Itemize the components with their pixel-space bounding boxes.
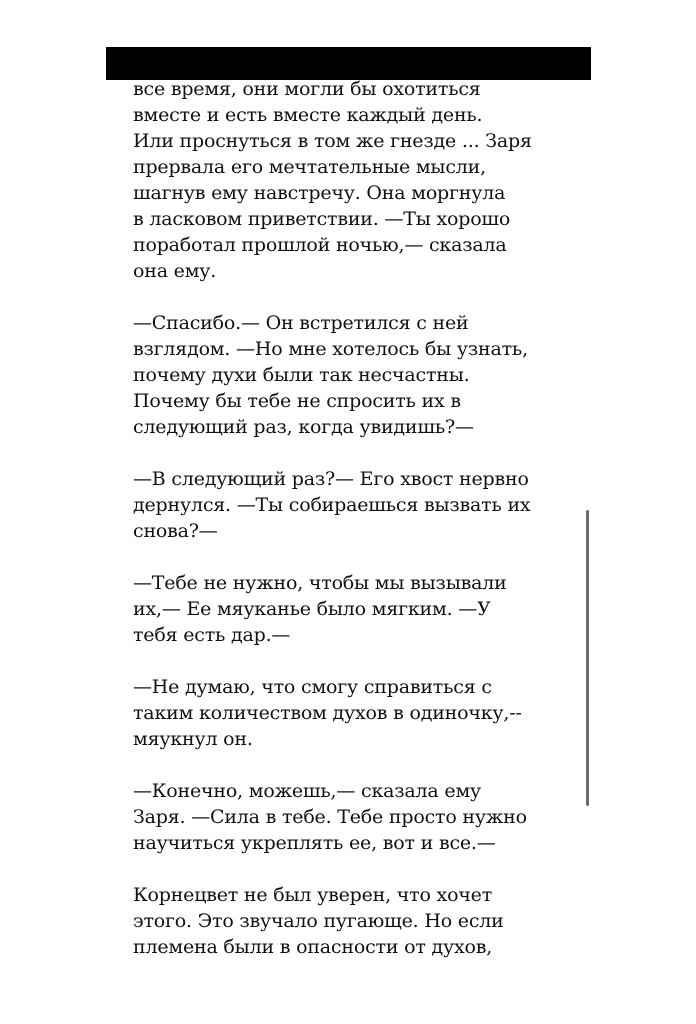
text-line: следующий раз, когда увидишь?— (133, 416, 474, 438)
text-line: поработал прошлой ночью,— сказала (133, 234, 507, 256)
text-line: научиться укреплять ее, вот и все.— (133, 832, 496, 854)
text-line: таким количеством духов в одиночку,-- (133, 702, 522, 724)
text-line: шагнув ему навстречу. Она моргнула (133, 182, 506, 204)
text-line: Заря. —Сила в тебе. Тебе просто нужно (133, 806, 527, 828)
text-line: в ласковом приветствии. —Ты хорошо (133, 208, 511, 230)
paragraph (133, 674, 573, 752)
text-line: Или проснуться в том же гнезде ... Заря (133, 130, 532, 152)
text-line: племена были в опасности от духов, (133, 936, 493, 958)
text-line: вместе и есть вместе каждый день. (133, 104, 483, 126)
text-line: —Не думаю, что смогу справиться с (133, 676, 492, 698)
text-line: дернулся. —Ты собираешься вызвать их (133, 494, 531, 516)
text-line: их,— Ее мяуканье было мягким. —У (133, 598, 491, 620)
text-line: этого. Это звучало пугающе. Но если (133, 910, 504, 932)
text-line: Почему бы тебе не спросить их в (133, 390, 461, 412)
text-line: она ему. (133, 260, 217, 282)
text-line: —В следующий раз?— Его хвост нервно (133, 468, 529, 490)
text-line: —Тебе не нужно, чтобы мы вызывали (133, 572, 507, 594)
text-line: прервала его мечтательные мысли, (133, 156, 486, 178)
reader-text (133, 76, 573, 986)
text-line: мяукнул он. (133, 728, 253, 750)
text-line: —Конечно, можешь,— сказала ему (133, 780, 481, 802)
text-line: Корнецвет не был уверен, что хочет (133, 884, 493, 906)
scrollbar[interactable] (586, 510, 589, 806)
paragraph (133, 466, 573, 544)
text-line: все время, они могли бы охотиться (133, 78, 481, 100)
text-line: снова?— (133, 520, 218, 542)
paragraph (133, 778, 573, 856)
text-line: почему духи были так несчастны. (133, 364, 470, 386)
text-line: взглядом. —Но мне хотелось бы узнать, (133, 338, 528, 360)
paragraph (133, 310, 573, 440)
text-line: тебя есть дар.— (133, 624, 291, 646)
paragraph (133, 76, 573, 284)
paragraph (133, 570, 573, 648)
text-line: —Спасибо.— Он встретился с ней (133, 312, 469, 334)
paragraph (133, 882, 573, 960)
